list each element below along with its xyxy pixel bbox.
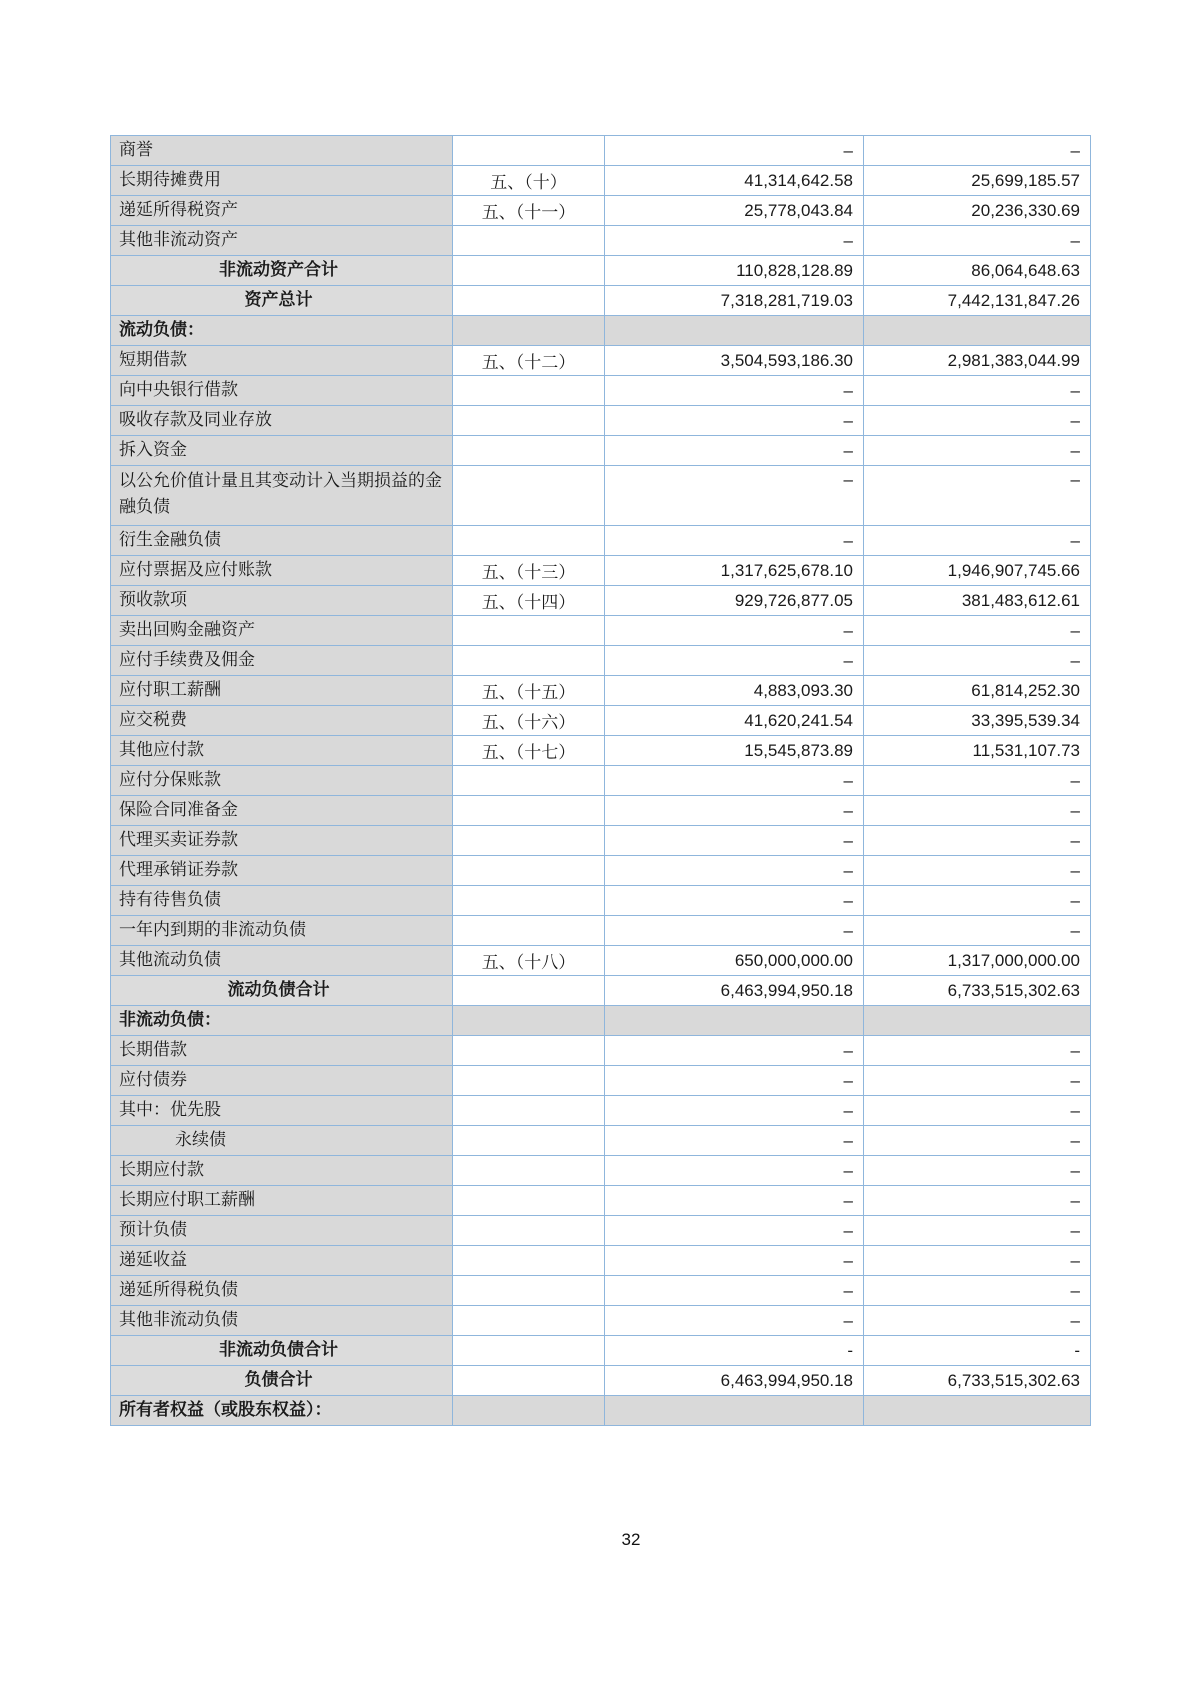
prior-period-amount-cell: – xyxy=(864,1156,1091,1186)
table-row xyxy=(111,1336,1091,1366)
note-reference-cell xyxy=(453,766,605,796)
item-label-cell: 一年内到期的非流动负债 xyxy=(111,916,453,946)
current-period-amount-cell xyxy=(605,316,864,346)
table-row xyxy=(111,1186,1091,1216)
table-row xyxy=(111,586,1091,616)
note-reference-cell: 五、（十八） xyxy=(453,946,605,976)
table-row xyxy=(111,166,1091,196)
item-label-cell: 非流动资产合计 xyxy=(111,256,453,286)
prior-period-amount-cell: 33,395,539.34 xyxy=(864,706,1091,736)
prior-period-amount-cell: – xyxy=(864,766,1091,796)
table-row xyxy=(111,916,1091,946)
current-period-amount-cell xyxy=(605,1396,864,1426)
current-period-amount-cell: 3,504,593,186.30 xyxy=(605,346,864,376)
note-reference-cell: 五、（十六） xyxy=(453,706,605,736)
table-row xyxy=(111,316,1091,346)
table-row xyxy=(111,676,1091,706)
table-row xyxy=(111,706,1091,736)
current-period-amount-cell: – xyxy=(605,1156,864,1186)
current-period-amount-cell: – xyxy=(605,1036,864,1066)
note-reference-cell xyxy=(453,1276,605,1306)
current-period-amount-cell: 25,778,043.84 xyxy=(605,196,864,226)
current-period-amount-cell: – xyxy=(605,826,864,856)
current-period-amount-cell: – xyxy=(605,1306,864,1336)
prior-period-amount-cell: 6,733,515,302.63 xyxy=(864,1366,1091,1396)
note-reference-cell xyxy=(453,976,605,1006)
note-reference-cell xyxy=(453,1036,605,1066)
table-row xyxy=(111,256,1091,286)
note-reference-cell xyxy=(453,1096,605,1126)
note-reference-cell xyxy=(453,886,605,916)
table-row xyxy=(111,1276,1091,1306)
prior-period-amount-cell: – xyxy=(864,916,1091,946)
table-row xyxy=(111,1156,1091,1186)
note-reference-cell xyxy=(453,616,605,646)
prior-period-amount-cell: – xyxy=(864,796,1091,826)
note-reference-cell xyxy=(453,316,605,346)
note-reference-cell xyxy=(453,1186,605,1216)
current-period-amount-cell: – xyxy=(605,1276,864,1306)
item-label-cell: 吸收存款及同业存放 xyxy=(111,406,453,436)
table-row xyxy=(111,976,1091,1006)
item-label-cell: 卖出回购金融资产 xyxy=(111,616,453,646)
note-reference-cell xyxy=(453,376,605,406)
table-row xyxy=(111,946,1091,976)
table-row xyxy=(111,286,1091,316)
item-label-cell: 其他非流动负债 xyxy=(111,1306,453,1336)
prior-period-amount-cell: – xyxy=(864,646,1091,676)
prior-period-amount-cell: 20,236,330.69 xyxy=(864,196,1091,226)
current-period-amount-cell: 41,620,241.54 xyxy=(605,706,864,736)
note-reference-cell xyxy=(453,646,605,676)
item-label-cell: 持有待售负债 xyxy=(111,886,453,916)
table-row xyxy=(111,1006,1091,1036)
table-row xyxy=(111,766,1091,796)
item-label-cell: 应交税费 xyxy=(111,706,453,736)
note-reference-cell: 五、（十一） xyxy=(453,196,605,226)
table-row xyxy=(111,196,1091,226)
item-label-cell: 短期借款 xyxy=(111,346,453,376)
item-label-cell: 商誉 xyxy=(111,136,453,166)
item-label-cell: 应付分保账款 xyxy=(111,766,453,796)
prior-period-amount-cell: 7,442,131,847.26 xyxy=(864,286,1091,316)
item-label-cell: 资产总计 xyxy=(111,286,453,316)
note-reference-cell xyxy=(453,136,605,166)
table-row xyxy=(111,616,1091,646)
table-row xyxy=(111,1396,1091,1426)
prior-period-amount-cell: 381,483,612.61 xyxy=(864,586,1091,616)
table-row xyxy=(111,1306,1091,1336)
item-label-cell: 预计负债 xyxy=(111,1216,453,1246)
table-row xyxy=(111,226,1091,256)
table-row xyxy=(111,1126,1091,1156)
note-reference-cell xyxy=(453,1216,605,1246)
note-reference-cell xyxy=(453,916,605,946)
prior-period-amount-cell: 2,981,383,044.99 xyxy=(864,346,1091,376)
current-period-amount-cell: 41,314,642.58 xyxy=(605,166,864,196)
prior-period-amount-cell: 11,531,107.73 xyxy=(864,736,1091,766)
current-period-amount-cell: – xyxy=(605,766,864,796)
prior-period-amount-cell: – xyxy=(864,1276,1091,1306)
note-reference-cell xyxy=(453,406,605,436)
item-label-cell: 其中：优先股 xyxy=(111,1096,453,1126)
table-row xyxy=(111,886,1091,916)
prior-period-amount-cell: 1,946,907,745.66 xyxy=(864,556,1091,586)
item-label-cell: 流动负债： xyxy=(111,316,453,346)
item-label-cell: 代理承销证券款 xyxy=(111,856,453,886)
prior-period-amount-cell: – xyxy=(864,406,1091,436)
item-label-cell: 代理买卖证券款 xyxy=(111,826,453,856)
prior-period-amount-cell: – xyxy=(864,526,1091,556)
table-row xyxy=(111,436,1091,466)
current-period-amount-cell: – xyxy=(605,886,864,916)
prior-period-amount-cell: – xyxy=(864,886,1091,916)
note-reference-cell xyxy=(453,1126,605,1156)
current-period-amount-cell: – xyxy=(605,376,864,406)
item-label-cell: 永续债 xyxy=(111,1126,453,1156)
current-period-amount-cell: – xyxy=(605,436,864,466)
current-period-amount-cell: – xyxy=(605,646,864,676)
item-label-cell: 预收款项 xyxy=(111,586,453,616)
current-period-amount-cell xyxy=(605,1006,864,1036)
prior-period-amount-cell: 61,814,252.30 xyxy=(864,676,1091,706)
table-row xyxy=(111,466,1091,526)
item-label-cell: 长期应付款 xyxy=(111,1156,453,1186)
item-label-cell: 递延收益 xyxy=(111,1246,453,1276)
prior-period-amount-cell: – xyxy=(864,466,1091,526)
current-period-amount-cell: – xyxy=(605,796,864,826)
current-period-amount-cell: 15,545,873.89 xyxy=(605,736,864,766)
current-period-amount-cell: – xyxy=(605,1066,864,1096)
table-row xyxy=(111,406,1091,436)
note-reference-cell: 五、（十五） xyxy=(453,676,605,706)
note-reference-cell xyxy=(453,1306,605,1336)
note-reference-cell xyxy=(453,796,605,826)
prior-period-amount-cell: – xyxy=(864,376,1091,406)
note-reference-cell xyxy=(453,1246,605,1276)
table-row xyxy=(111,1216,1091,1246)
prior-period-amount-cell: – xyxy=(864,436,1091,466)
table-row xyxy=(111,526,1091,556)
prior-period-amount-cell: 6,733,515,302.63 xyxy=(864,976,1091,1006)
note-reference-cell: 五、（十四） xyxy=(453,586,605,616)
item-label-cell: 应付债券 xyxy=(111,1066,453,1096)
note-reference-cell xyxy=(453,526,605,556)
item-label-cell: 负债合计 xyxy=(111,1366,453,1396)
current-period-amount-cell: – xyxy=(605,1126,864,1156)
prior-period-amount-cell: – xyxy=(864,1126,1091,1156)
note-reference-cell: 五、（十二） xyxy=(453,346,605,376)
current-period-amount-cell: – xyxy=(605,1186,864,1216)
note-reference-cell xyxy=(453,466,605,526)
current-period-amount-cell: 929,726,877.05 xyxy=(605,586,864,616)
note-reference-cell xyxy=(453,286,605,316)
prior-period-amount-cell: 25,699,185.57 xyxy=(864,166,1091,196)
prior-period-amount-cell: – xyxy=(864,826,1091,856)
item-label-cell: 应付职工薪酬 xyxy=(111,676,453,706)
item-label-cell: 递延所得税资产 xyxy=(111,196,453,226)
prior-period-amount-cell: – xyxy=(864,136,1091,166)
table-row xyxy=(111,736,1091,766)
item-label-cell: 应付票据及应付账款 xyxy=(111,556,453,586)
prior-period-amount-cell: – xyxy=(864,1306,1091,1336)
prior-period-amount-cell: – xyxy=(864,1036,1091,1066)
table-row xyxy=(111,1366,1091,1396)
prior-period-amount-cell: – xyxy=(864,1066,1091,1096)
item-label-cell: 应付手续费及佣金 xyxy=(111,646,453,676)
note-reference-cell xyxy=(453,1156,605,1186)
note-reference-cell xyxy=(453,1336,605,1366)
prior-period-amount-cell: – xyxy=(864,1096,1091,1126)
note-reference-cell: 五、（十七） xyxy=(453,736,605,766)
table-row xyxy=(111,346,1091,376)
current-period-amount-cell: 7,318,281,719.03 xyxy=(605,286,864,316)
current-period-amount-cell: – xyxy=(605,616,864,646)
prior-period-amount-cell: 86,064,648.63 xyxy=(864,256,1091,286)
current-period-amount-cell: – xyxy=(605,226,864,256)
note-reference-cell: 五、（十） xyxy=(453,166,605,196)
table-row xyxy=(111,376,1091,406)
prior-period-amount-cell: – xyxy=(864,1216,1091,1246)
current-period-amount-cell: – xyxy=(605,856,864,886)
page-number: 32 xyxy=(621,1530,641,1549)
current-period-amount-cell: – xyxy=(605,1216,864,1246)
item-label-cell: 所有者权益（或股东权益）： xyxy=(111,1396,453,1426)
note-reference-cell: 五、（十三） xyxy=(453,556,605,586)
prior-period-amount-cell: - xyxy=(864,1336,1091,1366)
current-period-amount-cell: 110,828,128.89 xyxy=(605,256,864,286)
note-reference-cell xyxy=(453,856,605,886)
item-label-cell: 衍生金融负债 xyxy=(111,526,453,556)
prior-period-amount-cell xyxy=(864,1396,1091,1426)
current-period-amount-cell: - xyxy=(605,1336,864,1366)
current-period-amount-cell: 1,317,625,678.10 xyxy=(605,556,864,586)
current-period-amount-cell: – xyxy=(605,1246,864,1276)
note-reference-cell xyxy=(453,256,605,286)
table-row xyxy=(111,1036,1091,1066)
item-label-cell: 递延所得税负债 xyxy=(111,1276,453,1306)
table-row xyxy=(111,856,1091,886)
item-label-cell: 其他非流动资产 xyxy=(111,226,453,256)
item-label-cell: 非流动负债合计 xyxy=(111,1336,453,1366)
note-reference-cell xyxy=(453,436,605,466)
item-label-cell: 长期待摊费用 xyxy=(111,166,453,196)
table-row xyxy=(111,1246,1091,1276)
item-label-cell: 其他应付款 xyxy=(111,736,453,766)
current-period-amount-cell: 4,883,093.30 xyxy=(605,676,864,706)
current-period-amount-cell: 6,463,994,950.18 xyxy=(605,976,864,1006)
current-period-amount-cell: 650,000,000.00 xyxy=(605,946,864,976)
item-label-cell: 长期借款 xyxy=(111,1036,453,1066)
item-label-cell: 其他流动负债 xyxy=(111,946,453,976)
balance-sheet-table xyxy=(110,135,1091,1426)
prior-period-amount-cell: – xyxy=(864,1246,1091,1276)
current-period-amount-cell: – xyxy=(605,526,864,556)
current-period-amount-cell: – xyxy=(605,406,864,436)
note-reference-cell xyxy=(453,1006,605,1036)
prior-period-amount-cell xyxy=(864,1006,1091,1036)
item-label-cell: 以公允价值计量且其变动计入当期损益的金融负债 xyxy=(111,466,453,526)
current-period-amount-cell: – xyxy=(605,136,864,166)
prior-period-amount-cell: – xyxy=(864,1186,1091,1216)
table-row xyxy=(111,556,1091,586)
table-row xyxy=(111,1066,1091,1096)
item-label-cell: 非流动负债： xyxy=(111,1006,453,1036)
current-period-amount-cell: 6,463,994,950.18 xyxy=(605,1366,864,1396)
item-label-cell: 保险合同准备金 xyxy=(111,796,453,826)
current-period-amount-cell: – xyxy=(605,916,864,946)
current-period-amount-cell: – xyxy=(605,466,864,526)
prior-period-amount-cell: 1,317,000,000.00 xyxy=(864,946,1091,976)
note-reference-cell xyxy=(453,1396,605,1426)
item-label-cell: 流动负债合计 xyxy=(111,976,453,1006)
current-period-amount-cell: – xyxy=(605,1096,864,1126)
prior-period-amount-cell xyxy=(864,316,1091,346)
table-row xyxy=(111,1096,1091,1126)
table-row xyxy=(111,796,1091,826)
note-reference-cell xyxy=(453,1366,605,1396)
prior-period-amount-cell: – xyxy=(864,226,1091,256)
note-reference-cell xyxy=(453,1066,605,1096)
item-label-cell: 向中央银行借款 xyxy=(111,376,453,406)
table-row xyxy=(111,646,1091,676)
prior-period-amount-cell: – xyxy=(864,616,1091,646)
item-label-cell: 长期应付职工薪酬 xyxy=(111,1186,453,1216)
item-label-cell: 拆入资金 xyxy=(111,436,453,466)
table-row xyxy=(111,136,1091,166)
note-reference-cell xyxy=(453,826,605,856)
prior-period-amount-cell: – xyxy=(864,856,1091,886)
note-reference-cell xyxy=(453,226,605,256)
table-row xyxy=(111,826,1091,856)
